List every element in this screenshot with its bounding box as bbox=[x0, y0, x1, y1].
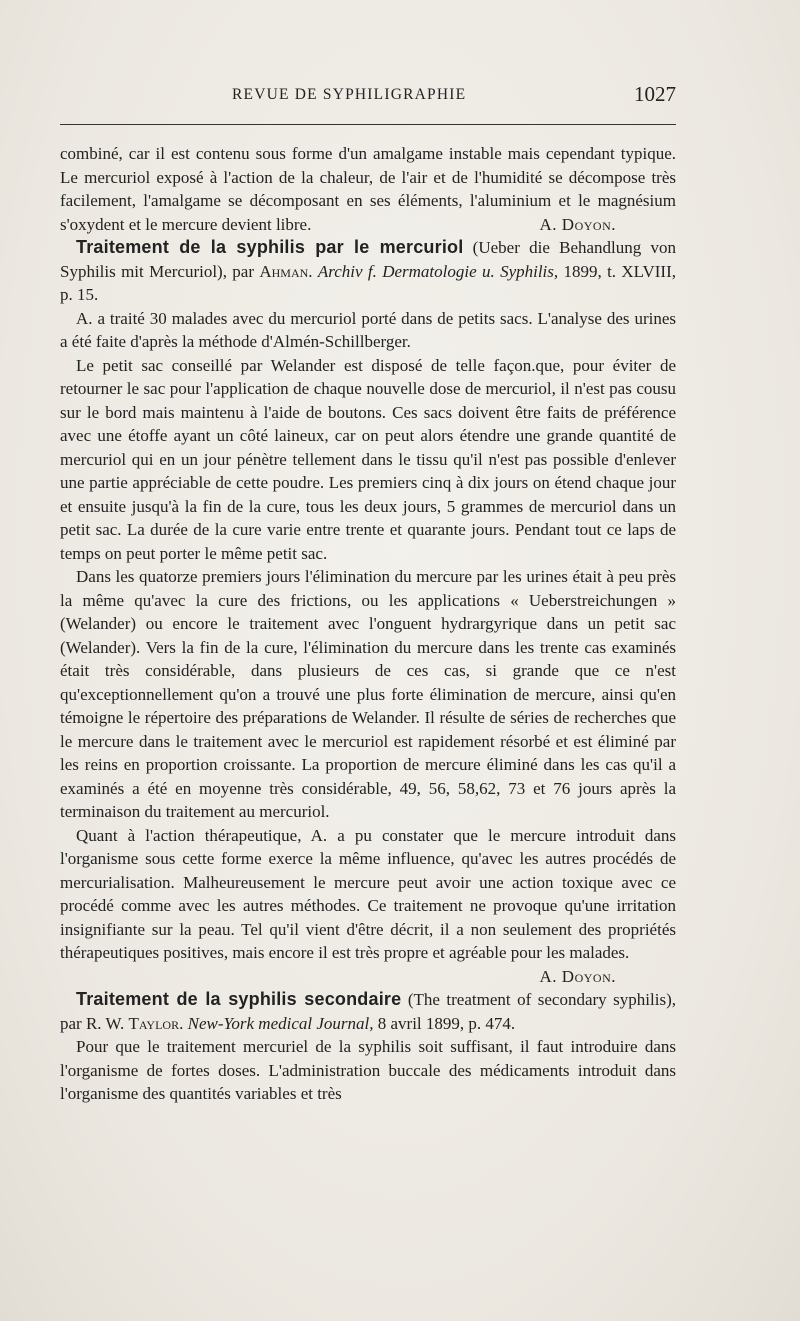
article-title: Traitement de la syphilis par le mercuriol bbox=[76, 237, 464, 257]
article-description: (The treatment of secondary syphilis), par R. W. bbox=[60, 990, 676, 1033]
article-heading-secondaire bbox=[60, 988, 676, 1035]
article-description: (Ueber die Behandlung von Syphilis mit Mercuriol), par bbox=[60, 238, 676, 281]
paragraph: Le petit sac conseillé par Welander est disposé de telle façon.que, pour éviter de retourner le sac pour l'application de chaque nouvelle dose de mercuriol, il n'est pas cousu sur le bord mais maintenu à l'aide de boutons. Ces sacs doivent être faits de préférence avec une étoffe ayant un côté laineux, car on peut alors étendre une grande quantité de mercuriol qui en un jour pénètre tellement dans le tissu qu'il n'est pas possible d'enlever une partie appréciable de cette poudre. Les premiers cinq à dix jours on étend chaque jour et ensuite jusqu'à la fin de la cure, tous les deux jours, 5 grammes de mercuriol dans un petit sac. La durée de la cure varie entre trente et quarante jours. Pendant tout ce laps de temps on peut porter le même petit sac. bbox=[60, 355, 676, 563]
paragraph: A. a traité 30 malades avec du mercuriol porté dans de petits sacs. L'analyse des urines a été faite d'après la méthode d'Almén-Schillberger. bbox=[60, 308, 676, 351]
paragraph-text: combiné, car il est contenu sous forme d'un amalgame instable mais cependant typique. Le mercuriol exposé à l'action de la chaleur, de l'air et de l'humidité se décompose très facilement, l'amalgame se décomposant en ses éléments, l'aluminium et le magnésium s'oxydent et le mercure devient libre. bbox=[60, 144, 676, 234]
body-text bbox=[60, 142, 676, 1106]
article-author: Taylor bbox=[128, 1013, 180, 1033]
paragraph: Dans les quatorze premiers jours l'élimination du mercure par les urines était à peu près la même qu'avec la cure des frictions, ou les applications « Ueberstreichungen » (Welander) ou encore le traitement avec l'onguent hydrargyrique dans un petit sac (Welander). Vers la fin de la cure, l'élimination du mercure dans les trente cas examinés était très considérable, dans plusieurs de ces cas, si grande que ce n'est qu'exceptionnellement qu'on a trouvé une plus forte élimination de mercure, ainsi qu'en témoigne le répertoire des préparations de Welander. Il résulte de séries de recherches que le mercure dans le traitement avec le mercuriol est rapidement résorbé et est éliminé par les reins en proportion croissante. La proportion de mercure éliminé dans les cas qu'il a examinés a été en moyenne très considérable, 49, 56, 58,62, 73 et 76 jours après la terminaison du traitement au mercuriol. bbox=[60, 567, 676, 821]
punctuation: . bbox=[179, 1013, 188, 1033]
punctuation: . bbox=[308, 261, 318, 281]
signature: A. Doyon. bbox=[539, 966, 616, 986]
paragraph-continued bbox=[60, 142, 676, 236]
article-reference: 1899, t. XLVIII, p. 15. bbox=[60, 261, 676, 304]
signature: A. Doyon. bbox=[539, 214, 616, 234]
paragraph bbox=[60, 824, 676, 989]
running-title: REVUE DE SYPHILIGRAPHIE bbox=[232, 86, 467, 103]
paragraph-text: Quant à l'action thérapeutique, A. a pu constater que le mercure introduit dans l'organisme sous cette forme exerce la même influence, qu'avec les autres procédés de mercurialisation. Malheureusement le mercure peut avoir une action toxique avec ce procédé comme avec les autres méthodes. Ce traitement ne provoque qu'une irritation insignifiante sur la peau. Tel qu'il vient d'être décrit, il a non seulement des propriétés thérapeutiques positives, mais encore il est très propre et agréable pour les malades. bbox=[60, 825, 676, 962]
article-reference: 8 avril 1899, p. 474. bbox=[373, 1013, 516, 1033]
article-journal: Archiv f. Dermatologie u. Syphilis, bbox=[317, 261, 559, 281]
article-title: Traitement de la syphilis secondaire bbox=[76, 989, 402, 1009]
page-header bbox=[60, 82, 676, 112]
header-rule bbox=[60, 124, 676, 125]
article-heading-mercuriol bbox=[60, 236, 676, 307]
article-author: Ahman bbox=[259, 261, 309, 281]
article-journal: New-York medical Journal, bbox=[187, 1013, 374, 1033]
page-number: 1027 bbox=[634, 82, 676, 106]
paragraph: Pour que le traitement mercuriel de la syphilis soit suffisant, il faut introduire dans l'organisme de fortes doses. L'administration buccale des médicaments introduit dans l'organisme des quantités variables et très bbox=[60, 1037, 676, 1103]
